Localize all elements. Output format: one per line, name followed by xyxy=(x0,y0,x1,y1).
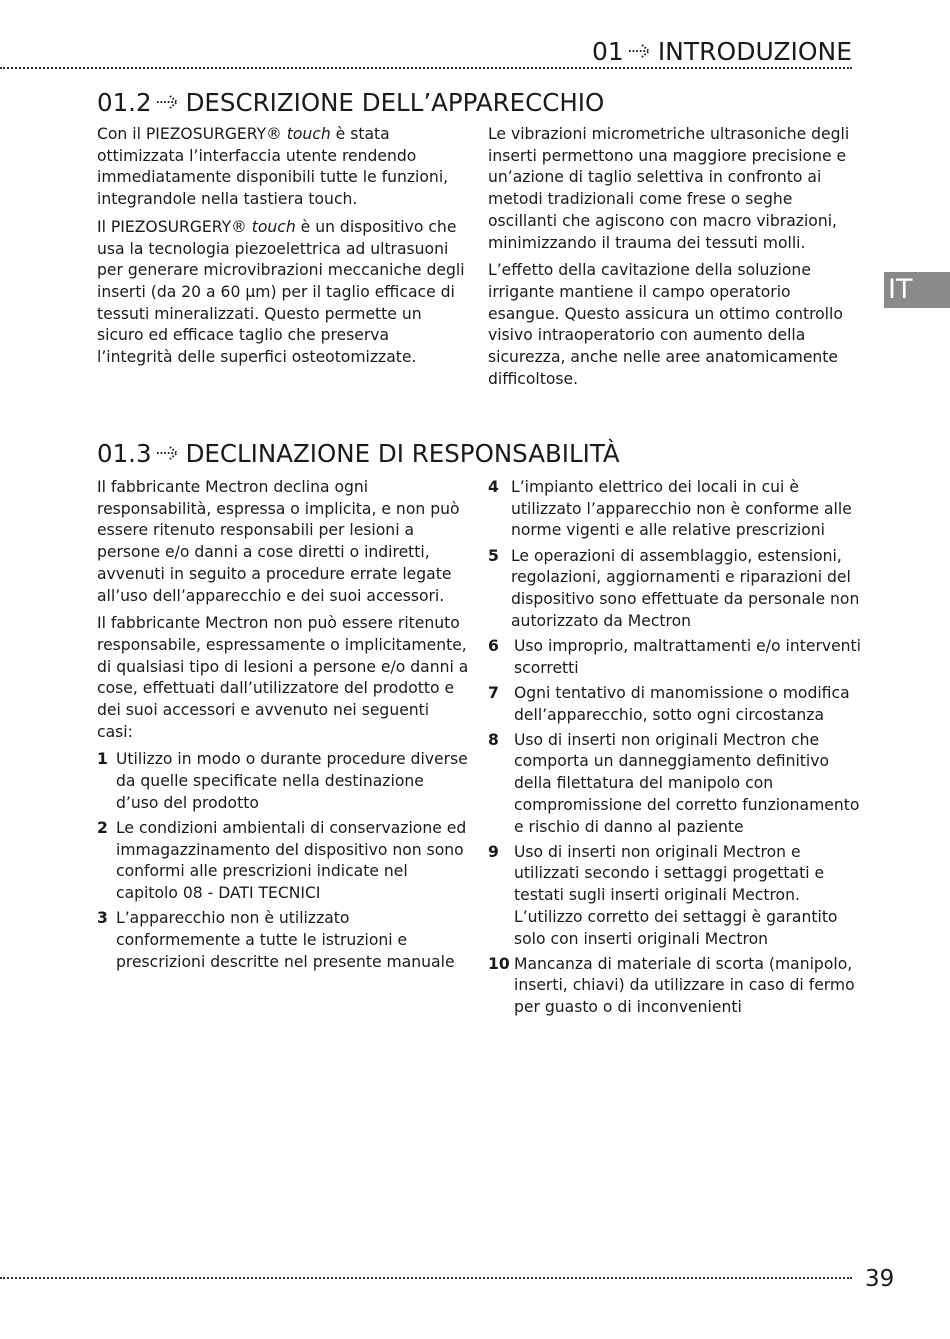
list-item: 8 Uso di inserti non originali Mectron che comporta un danneggiamento definitivo della filettatura del manipolo con compromissione del corretto funzionamento e rischio di danno al paziente xyxy=(488,730,860,836)
section-number: 01.3 xyxy=(97,439,152,468)
description-paragraph-2: Il PIEZOSURGERY® touch è un dispositivo che usa la tecnologia piezoelettrica ad ultrasuoni per generare microvibrazioni meccaniche degli inserti (da 20 a 60 µm) per il taglio efficace di tessuti mineralizzati. Questo permette un sicuro ed efficace taglio che preserva l’integrità delle superfici osteotomizzate. xyxy=(97,217,465,367)
list-item: 2 Le condizioni ambientali di conservazione ed immagazzinamento del dispositivo non sono conformi alle prescrizioni indicate nel capitolo 08 - DATI TECNICI xyxy=(97,819,467,903)
chapter-number: 01 xyxy=(592,37,624,66)
list-item: 3 L’apparecchio non è utilizzato conformemente a tutte le istruzioni e prescrizioni descritte nel presente manuale xyxy=(97,909,455,971)
section-title-disclaimer xyxy=(97,437,620,473)
section-heading: DECLINAZIONE DI RESPONSABILITÀ xyxy=(185,439,620,468)
dotted-arrow-icon xyxy=(628,34,654,68)
description-paragraph-3: Le vibrazioni micrometriche ultrasoniche degli inserti permettono una maggiore precisione e un’azione di taglio selettiva in confronto ai metodi tradizionali come frese o seghe oscillanti che agiscono con macro vibrazioni, minimizzando il trauma dei tessuti molli. xyxy=(488,125,850,252)
dotted-arrow-icon xyxy=(156,437,182,469)
disclaimer-right-column xyxy=(488,477,862,1022)
disclaimer-paragraph-2: Il fabbricante Mectron non può essere ritenuto responsabile, espressamente o implicitamente, di qualsiasi tipo di lesioni a persone e/o danni a cose, effettuati dall’utilizzatore del prodotto e dei suoi accessori e avvenuto nei seguenti casi: xyxy=(97,614,469,741)
chapter-header xyxy=(592,34,852,72)
description-paragraph-1: Con il PIEZOSURGERY® touch è stata ottimizzata l’interfaccia utente rendendo immediatamente disponibili tutte le funzioni, integrandole nella tastiera touch. xyxy=(97,125,449,209)
page-number: 39 xyxy=(865,1266,895,1292)
chapter-title: INTRODUZIONE xyxy=(657,37,852,66)
list-item: 1 Utilizzo in modo o durante procedure diverse da quelle specificate nella destinazione d’uso del prodotto xyxy=(97,750,468,812)
cases-list-right xyxy=(488,477,862,1019)
list-item: 6 Uso improprio, maltrattamenti e/o interventi scorretti xyxy=(488,636,862,677)
list-item: 9 Uso di inserti non originali Mectron e utilizzati secondo i settaggi progettati e testati sugli inserti originali Mectron. L’utilizzo corretto dei settaggi è garantito solo con inserti originali Mectron xyxy=(488,842,838,948)
language-tab: IT xyxy=(884,272,950,308)
footer-dotted-rule xyxy=(0,1277,852,1279)
disclaimer-paragraph-1: Il fabbricante Mectron declina ogni responsabilità, espressa o implicita, e non può essere ritenuto responsabili per lesioni a persone e/o danni a cose diretti o indiretti, avvenuti in seguito a procedure errate legate all’uso dell’apparecchio e dei suoi accessori. xyxy=(97,478,460,605)
section-number: 01.2 xyxy=(97,88,152,117)
description-left-column xyxy=(97,124,469,375)
list-item: 7 Ogni tentativo di manomissione o modifica dell’apparecchio, sotto ogni circostanza xyxy=(488,683,850,724)
section-heading: DESCRIZIONE DELL’APPARECCHIO xyxy=(185,88,605,117)
description-right-column xyxy=(488,124,862,396)
list-item: 5 Le operazioni di assemblaggio, estensioni, regolazioni, aggiornamenti e riparazioni del dispositivo sono effettuate da personale non autorizzato da Mectron xyxy=(488,546,860,630)
section-title-description xyxy=(97,86,604,122)
disclaimer-left-column xyxy=(97,477,469,977)
list-item: 4 L’impianto elettrico dei locali in cui è utilizzato l’apparecchio non è conforme alle norme vigenti e alle relative prescrizioni xyxy=(488,478,852,540)
description-paragraph-4: L’effetto della cavitazione della soluzione irrigante mantiene il campo operatorio esangue. Questo assicura un ottimo controllo visivo intraoperatorio con aumento della sicurezza, anche nelle aree anatomicamente difficoltose. xyxy=(488,261,843,388)
list-item: 10 Mancanza di materiale di scorta (manipolo, inserti, chiavi) da utilizzare in caso di fermo per guasto o di inconvenienti xyxy=(488,954,855,1017)
dotted-arrow-icon xyxy=(156,86,182,118)
cases-list-left xyxy=(97,749,469,973)
